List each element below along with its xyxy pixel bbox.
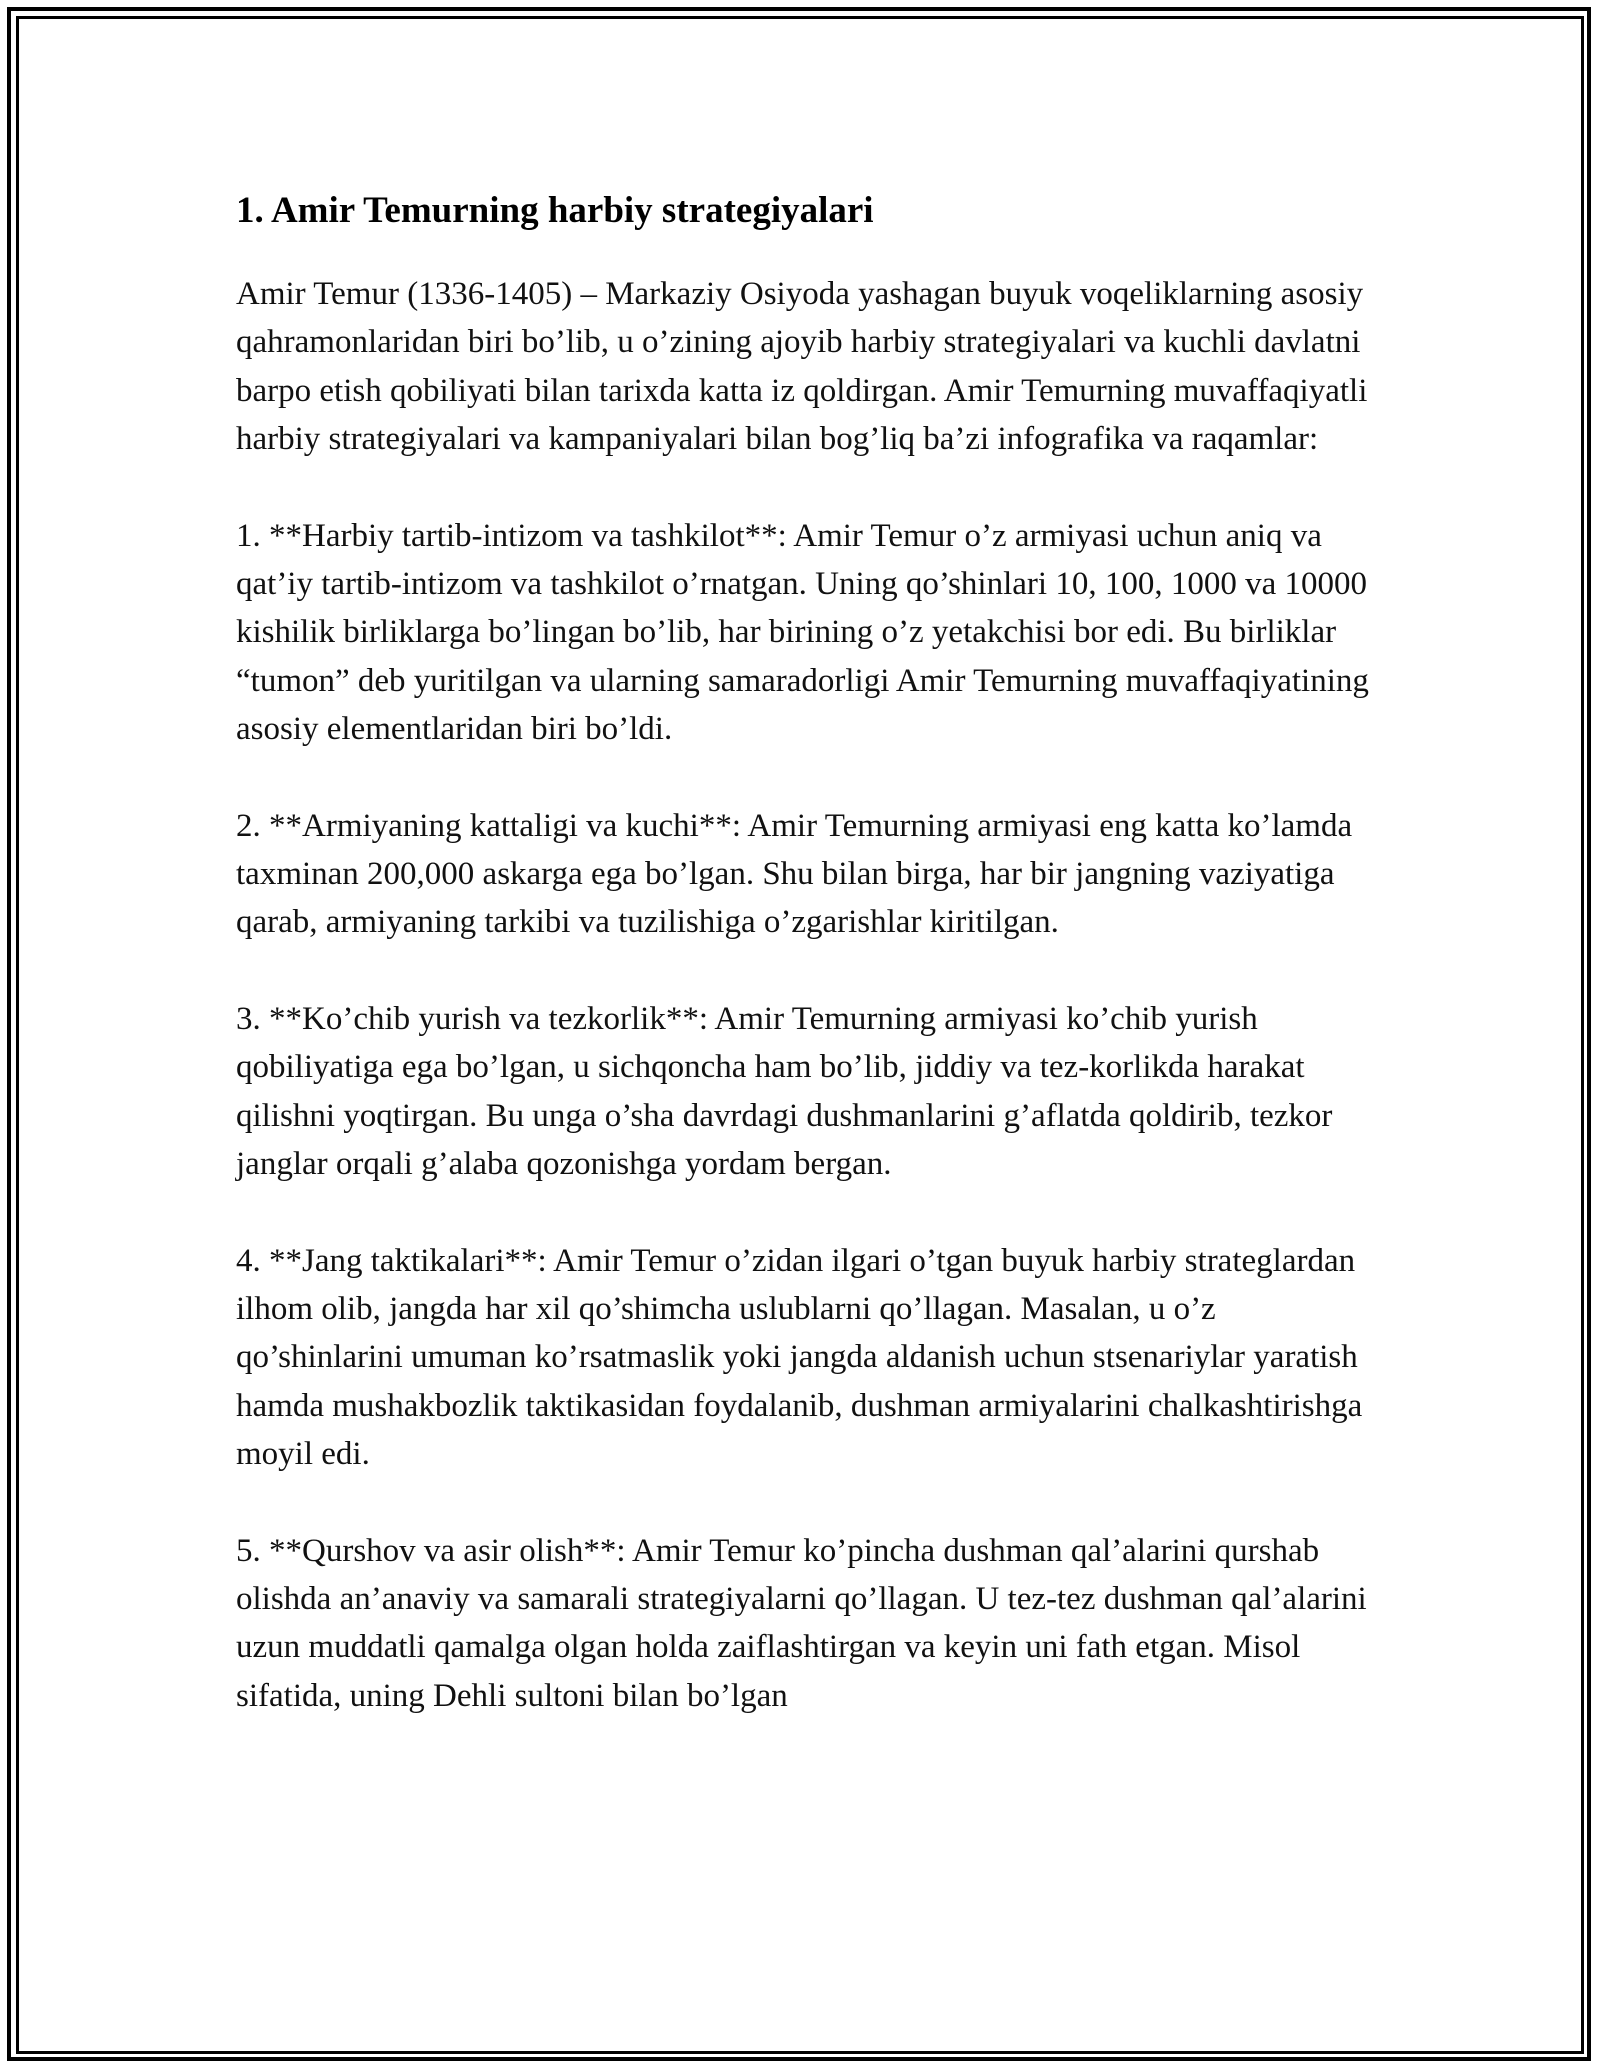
paragraph-mobility: 3. **Ko’chib yurish va tezkorlik**: Amir Temurning armiyasi ko’chib yurish qobiliyatiga ega bo’lgan, u sichqoncha ham bo’lib, jiddiy va tez-korlikda harakat qilishni yoqtirgan. Bu unga o’sha davrdagi dushmanlarini g’aflatda qoldirib, tezkor janglar orqali g’alaba qozonishga yordam bergan. bbox=[236, 1000, 1333, 1183]
paragraph-army-size: 2. **Armiyaning kattaligi va kuchi**: Amir Temurning armiyasi eng katta ko’lamda taxminan 200,000 askarga ega bo’lgan. Shu bilan birga, har bir jangning vaziyatiga qarab, armiyaning tarkibi va tuzilishiga o’zgarishlar kiritilgan. bbox=[236, 807, 1353, 941]
document-title: 1. Amir Temurning harbiy strategiyalari bbox=[236, 190, 874, 231]
paragraph-siege: 5. **Qurshov va asir olish**: Amir Temur ko’pincha dushman qal’alarini qurshab olishda an’anaviy va samarali strategiyalarni qo’llagan. U tez-tez dushman qal’alarini uzun muddatli qamalga olgan holda zaiflashtirgan va keyin uni fath etgan. Misol sifatida, uning Dehli sultoni bilan bo’lgan bbox=[236, 1532, 1367, 1714]
paragraph-discipline: 1. **Harbiy tartib-intizom va tashkilot**: Amir Temur o’z armiyasi uchun aniq va qat’iy tartib-intizom va tashkilot o’rnatgan. Uning qo’shinlari 10, 100, 1000 va 10000 kishilik birliklarga bo’lingan bo’lib, har birining o’z yetakchisi bor edi. Bu birliklar “tumon” deb yuritilgan va ularning samaradorligi Amir Temurning muvaffaqiyatining asosiy elementlaridan biri bo’ldi. bbox=[236, 517, 1369, 748]
intro-paragraph: Amir Temur (1336-1405) – Markaziy Osiyoda yashagan buyuk voqeliklarning asosiy qahramonlaridan biri bo’lib, u o’zining ajoyib harbiy strategiyalari va kuchli davlatni barpo etish qobiliyati bilan tarixda katta iz qoldirgan. Amir Temurning muvaffaqiyatli harbiy strategiyalari va kampaniyalari bilan bog’liq ba’zi infografika va raqamlar: bbox=[236, 276, 1368, 458]
paragraph-tactics: 4. **Jang taktikalari**: Amir Temur o’zidan ilgari o’tgan buyuk harbiy strateglardan ilhom olib, jangda har xil qo’shimcha uslublarni qo’llagan. Masalan, u o’z qo’shinlarini umuman ko’rsatmaslik yoki jangda aldanish uchun stsenariylar yaratish hamda mushakbozlik taktikasidan foydalanib, dushman armiyalarini chalkashtirishga moyil edi. bbox=[236, 1242, 1363, 1473]
document-body bbox=[236, 184, 1376, 1768]
